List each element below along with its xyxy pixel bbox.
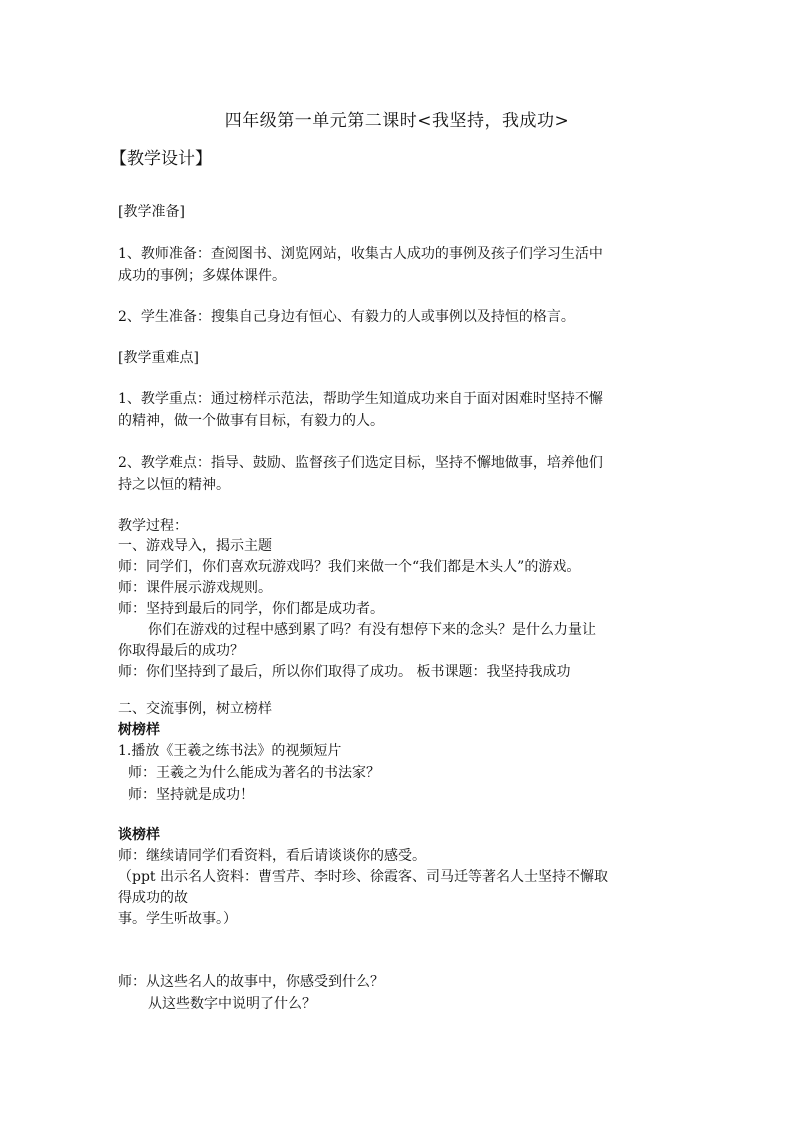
- section-2-line-2: 师：王羲之为什么能成为著名的书法家？: [128, 765, 380, 781]
- key-point-line-2: 的精神，做一个做事有目标，有毅力的人。: [118, 413, 384, 429]
- section-2-subheading-1: 树榜样: [118, 722, 160, 738]
- section-2-line-5a: （ppt 出示名人资料：曹雪芹、李时珍、徐霞客、司马迁等著名人士坚持不懈取: [118, 869, 608, 885]
- key-label: [教学重难点]: [118, 350, 199, 366]
- prep-student-line: 2、学生准备：搜集自己身边有恒心、有毅力的人或事例以及持恒的格言。: [118, 309, 575, 325]
- section-1-line-1: 师：同学们，你们喜欢玩游戏吗？我们来做一个“我们都是木头人”的游戏。: [118, 559, 581, 575]
- difficulty-line-2: 持之以恒的精神。: [118, 477, 230, 493]
- section-2-line-1: 1.播放《王羲之练书法》的视频短片: [118, 743, 342, 759]
- section-2-title: 二、交流事例，树立榜样: [118, 701, 272, 717]
- section-heading: 【教学设计】: [110, 149, 212, 169]
- section-2-subheading-2: 谈榜样: [118, 827, 160, 843]
- key-point-line-1: 1、教学重点：通过榜样示范法，帮助学生知道成功来自于面对困难时坚持不懈: [118, 391, 603, 407]
- section-1-line-4b: 你取得最后的成功？: [118, 643, 244, 659]
- section-1-title: 一、游戏导入，揭示主题: [118, 538, 272, 554]
- section-1-line-2: 师：课件展示游戏规则。: [118, 580, 272, 596]
- page-title: 四年级第一单元第二课时<我坚持，我成功>: [224, 111, 570, 131]
- prep-teacher-line-1: 1、教师准备：查阅图书、浏览网站，收集古人成功的事例及孩子们学习生活中: [118, 246, 603, 262]
- prep-label: [教学准备]: [118, 204, 185, 220]
- section-2-line-3: 师：坚持就是成功！: [128, 787, 254, 803]
- process-label: 教学过程：: [118, 518, 188, 534]
- prep-teacher-line-2: 成功的事例；多媒体课件。: [118, 268, 286, 284]
- section-2-line-5c: 事。学生听故事。）: [118, 911, 237, 927]
- section-1-line-3: 师：坚持到最后的同学，你们都是成功者。: [118, 601, 384, 617]
- section-2-line-4: 师：继续请同学们看资料，看后请谈谈你的感受。: [118, 848, 426, 864]
- section-2-line-7: 从这些数字中说明了什么？: [148, 996, 316, 1012]
- section-1-line-5: 师：你们坚持到了最后，所以你们取得了成功。 板书课题：我坚持我成功: [118, 664, 571, 680]
- section-2-line-6: 师：从这些名人的故事中，你感受到什么？: [118, 974, 384, 990]
- section-2-line-5b: 得成功的故: [118, 890, 188, 906]
- difficulty-line-1: 2、教学难点：指导、鼓励、监督孩子们选定目标，坚持不懈地做事，培养他们: [118, 455, 603, 471]
- section-1-line-4a: 你们在游戏的过程中感到累了吗？有没有想停下来的念头？是什么力量让: [148, 622, 596, 638]
